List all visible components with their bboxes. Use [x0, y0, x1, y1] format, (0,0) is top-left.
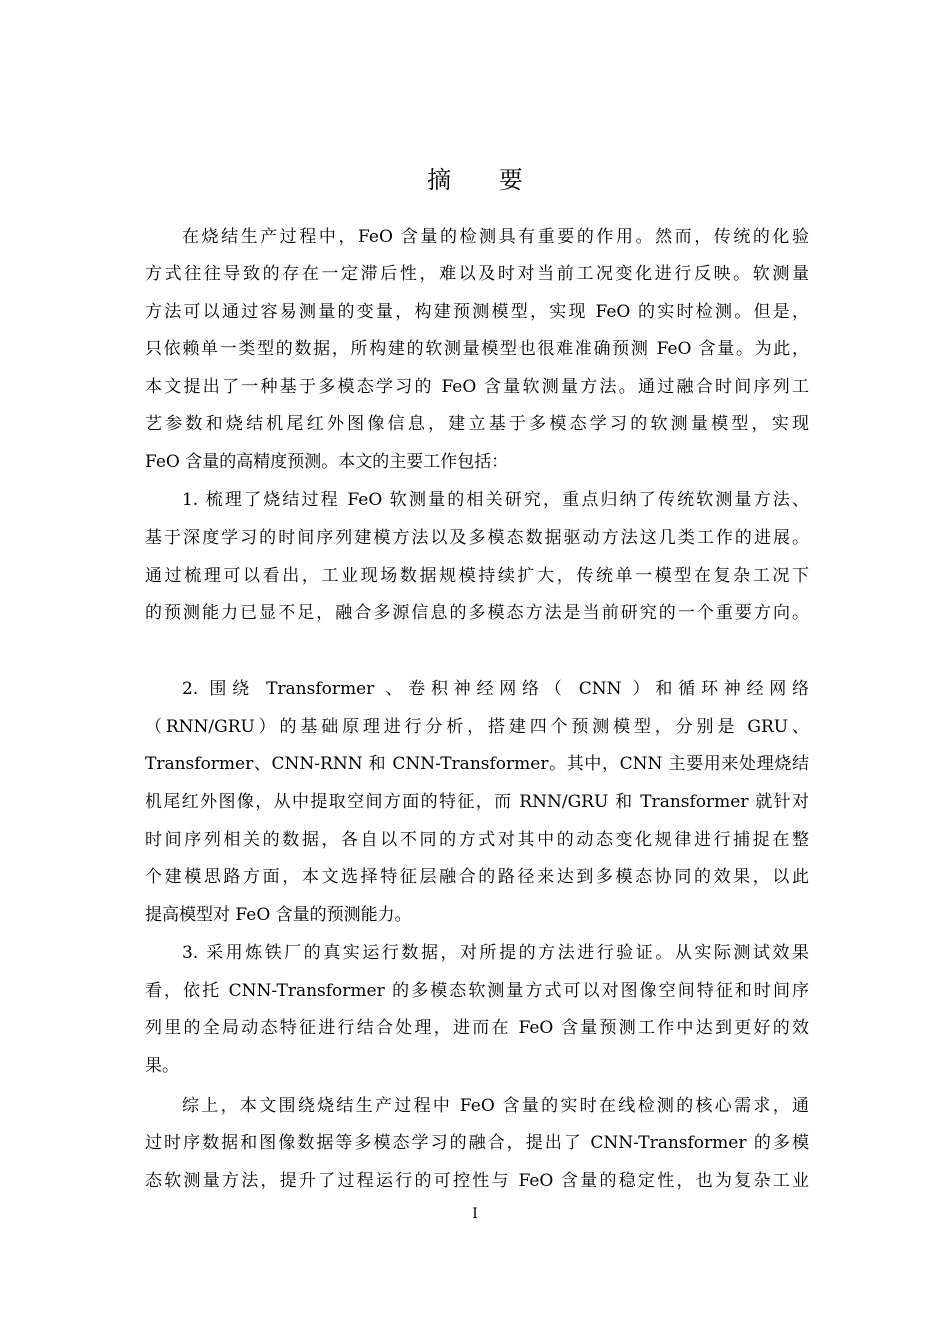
paragraph-line: 过时序数据和图像数据等多模态学习的融合，提出了 CNN-Transformer 的多模 — [145, 1133, 809, 1153]
paragraph-line: Transformer、CNN-RNN 和 CNN-Transformer。其中，CNN 主要用来处理烧结 — [145, 754, 809, 774]
paragraph-line: 方式往往导致的存在一定滞后性，难以及时对当前工况变化进行反映。软测量 — [145, 264, 809, 284]
paragraph-line: 看，依托 CNN-Transformer 的多模态软测量方式可以对图像空间特征和时间序 — [145, 981, 809, 1001]
paragraph-line: 个建模思路方面，本文选择特征层融合的路径来达到多模态协同的效果，以此 — [145, 867, 809, 887]
paragraph-line: 综上，本文围绕烧结生产过程中 FeO 含量的实时在线检测的核心需求，通 — [182, 1096, 809, 1116]
paragraph-line: 方法可以通过容易测量的变量，构建预测模型，实现 FeO 的实时检测。但是， — [145, 302, 809, 322]
paragraph-line: FeO 含量的高精度预测。本文的主要工作包括： — [145, 452, 509, 472]
paragraph-line: 2. 围绕 Transformer 、卷积神经网络（ CNN ）和循环神经网络 — [182, 679, 809, 699]
paragraph-line: 通过梳理可以看出，工业现场数据规模持续扩大，传统单一模型在复杂工况下 — [145, 566, 809, 586]
page-title: 摘 要 — [427, 166, 543, 194]
page-number: I — [472, 1206, 478, 1222]
paragraph-line: 本文提出了一种基于多模态学习的 FeO 含量软测量方法。通过融合时间序列工 — [145, 377, 809, 397]
paragraph-line: 艺参数和烧结机尾红外图像信息，建立基于多模态学习的软测量模型，实现 — [145, 414, 809, 434]
paragraph-line: 只依赖单一类型的数据，所构建的软测量模型也很难准确预测 FeO 含量。为此， — [145, 339, 809, 359]
paragraph-line: 态软测量方法，提升了过程运行的可控性与 FeO 含量的稳定性，也为复杂工业 — [145, 1171, 809, 1191]
paragraph-line: 时间序列相关的数据，各自以不同的方式对其中的动态变化规律进行捕捉在整 — [145, 830, 809, 850]
paragraph-line: 基于深度学习的时间序列建模方法以及多模态数据驱动方法这几类工作的进展。 — [145, 528, 809, 548]
paragraph-line: 1. 梳理了烧结过程 FeO 软测量的相关研究，重点归纳了传统软测量方法、 — [182, 490, 809, 510]
paragraph-line: 在烧结生产过程中，FeO 含量的检测具有重要的作用。然而，传统的化验 — [182, 227, 809, 247]
paragraph-line: （RNN/GRU）的基础原理进行分析，搭建四个预测模型，分别是 GRU、 — [145, 717, 809, 737]
paragraph-line: 提高模型对 FeO 含量的预测能力。 — [145, 905, 412, 925]
paragraph-line: 3. 采用炼铁厂的真实运行数据，对所提的方法进行验证。从实际测试效果 — [182, 943, 809, 963]
paragraph-line: 果。 — [145, 1056, 179, 1076]
paragraph-line: 列里的全局动态特征进行结合处理，进而在 FeO 含量预测工作中达到更好的效 — [145, 1018, 809, 1038]
paragraph-line: 机尾红外图像，从中提取空间方面的特征，而 RNN/GRU 和 Transformer 就针对 — [145, 792, 809, 812]
paragraph-line: 的预测能力已显不足，融合多源信息的多模态方法是当前研究的一个重要方向。 — [145, 603, 809, 623]
